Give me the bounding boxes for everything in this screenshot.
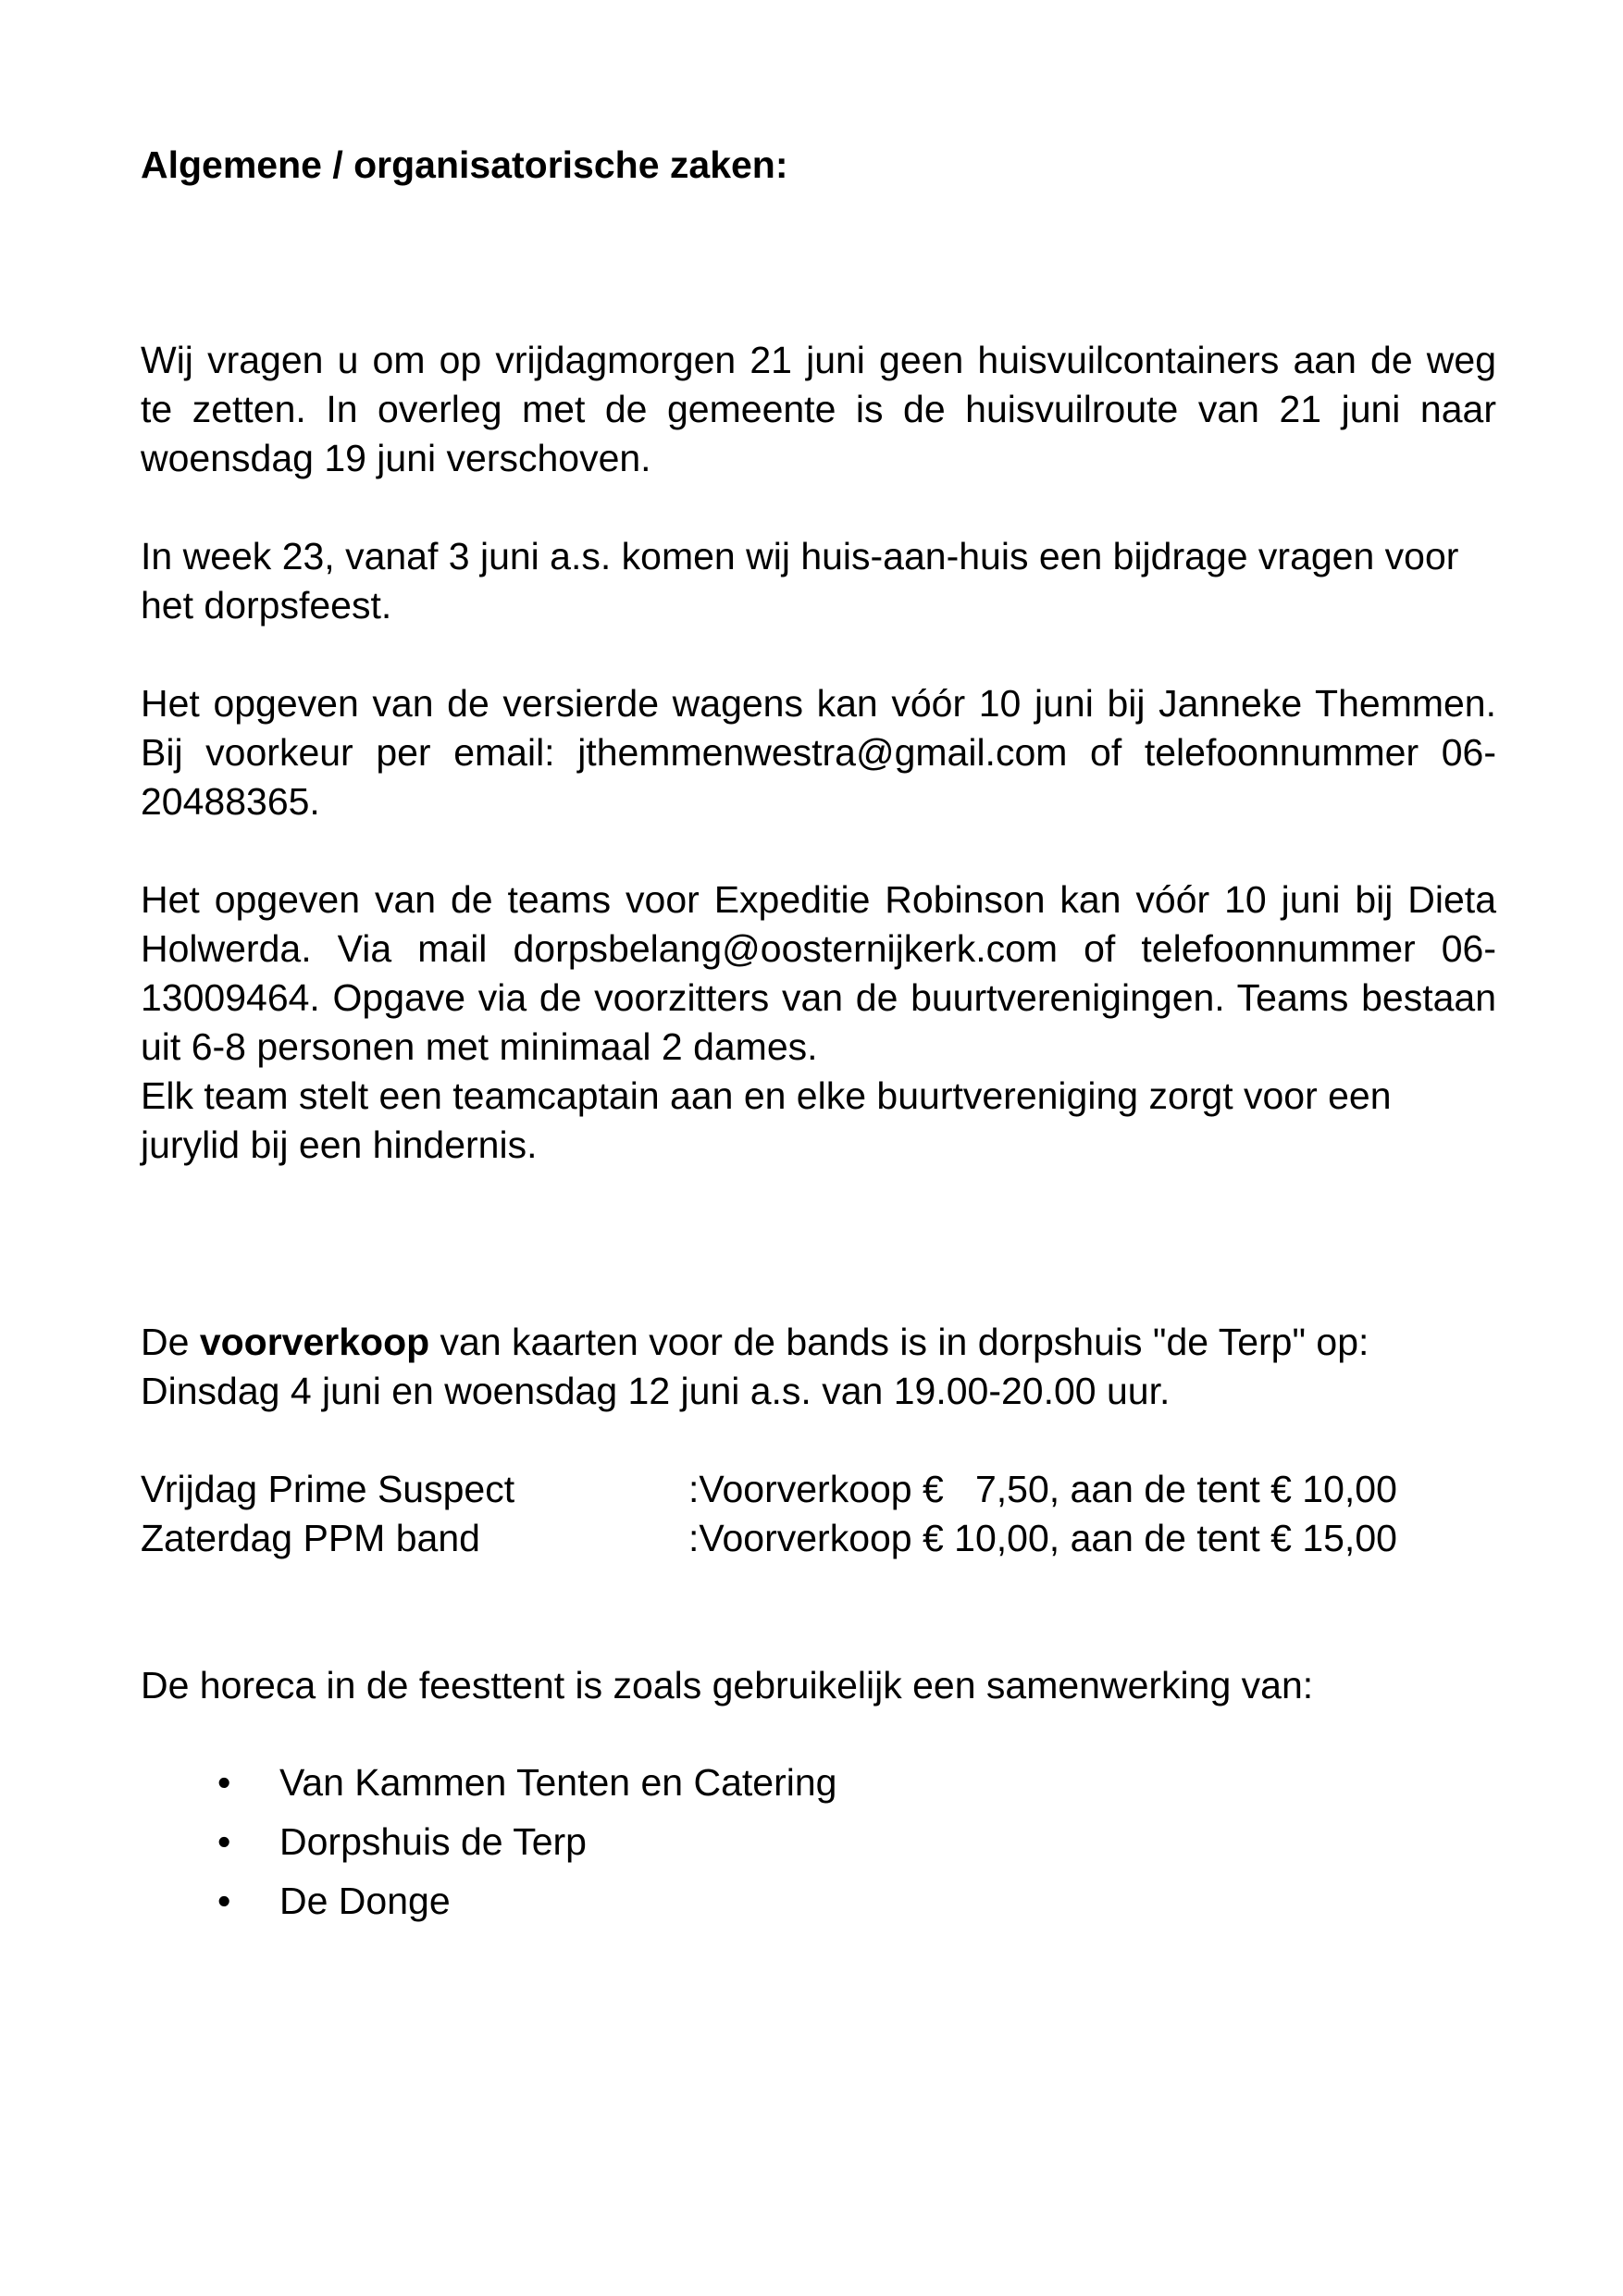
paragraph-text: In week 23, vanaf 3 juni a.s. komen wij huis-aan-huis een bijdrage vragen voor het dorpsfeest. (141, 535, 1459, 627)
list-item-label: Dorpshuis de Terp (279, 1820, 587, 1863)
price-row (141, 1465, 1496, 1514)
band-name: Vrijdag Prime Suspect (141, 1468, 515, 1510)
bullet-icon: • (217, 1880, 231, 1922)
emphasis-text: voorverkoop (199, 1321, 430, 1363)
paragraph-text: Het opgeven van de versierde wagens kan vóór 10 juni bij Janneke Themmen. Bij voorkeur per email: jthemmenwestra@gmail.com of telefoonnummer 06-20488365. (141, 682, 1496, 823)
price-row (141, 1514, 1496, 1563)
paragraph-huisvuil (141, 336, 1496, 483)
paragraph-wagens (141, 679, 1496, 826)
horeca-list (141, 1753, 1496, 1930)
paragraph-text (141, 1318, 1496, 1416)
text-part: De (141, 1321, 200, 1363)
list-item-label: De Donge (279, 1880, 451, 1922)
band-name: Zaterdag PPM band (141, 1517, 480, 1559)
price-info: :Voorverkoop € 10,00, aan de tent € 15,00 (688, 1517, 1397, 1559)
page-title: Algemene / organisatorische zaken: (141, 143, 788, 186)
list-item (141, 1812, 1496, 1871)
paragraph-teamcaptain: Elk team stelt een teamcaptain aan en elke buurtvereniging zorgt voor een jurylid bij een hindernis. (141, 1074, 1392, 1166)
price-info: :Voorverkoop € 7,50, aan de tent € 10,00 (688, 1468, 1397, 1510)
text-part: van kaarten voor de bands is in dorpshuis "de Terp" op: Dinsdag 4 juni en woensdag 12 juni a.s. van 19.00-20.00 uur. (141, 1321, 1369, 1412)
paragraph-text: Het opgeven van de teams voor Expeditie Robinson kan vóór 10 juni bij Dieta Holwerda. Via mail dorpsbelang@oosternijkerk.com of telefoonnummer 06-13009464. Opgave via de voorzitters van de buurtverenigingen. Teams bestaan uit 6-8 personen met minimaal 2 dames. (141, 878, 1496, 1068)
paragraph-text: Wij vragen u om op vrijdagmorgen 21 juni geen huisvuilcontainers aan de weg te zetten. In overleg met de gemeente is de huisvuilroute van 21 juni naar woensdag 19 juni verschoven. (141, 339, 1496, 479)
paragraph-teams (141, 875, 1496, 1170)
list-item (141, 1753, 1496, 1812)
bullet-icon: • (217, 1761, 231, 1804)
paragraph-voorverkoop (141, 1318, 1496, 1416)
bullet-icon: • (217, 1820, 231, 1863)
list-item-label: Van Kammen Tenten en Catering (279, 1761, 837, 1804)
price-table (141, 1465, 1496, 1563)
paragraph-text: De horeca in de feesttent is zoals gebruikelijk een samenwerking van: (141, 1664, 1314, 1706)
list-item (141, 1871, 1496, 1930)
paragraph-horeca (141, 1661, 1496, 1710)
paragraph-bijdrage (141, 532, 1496, 630)
